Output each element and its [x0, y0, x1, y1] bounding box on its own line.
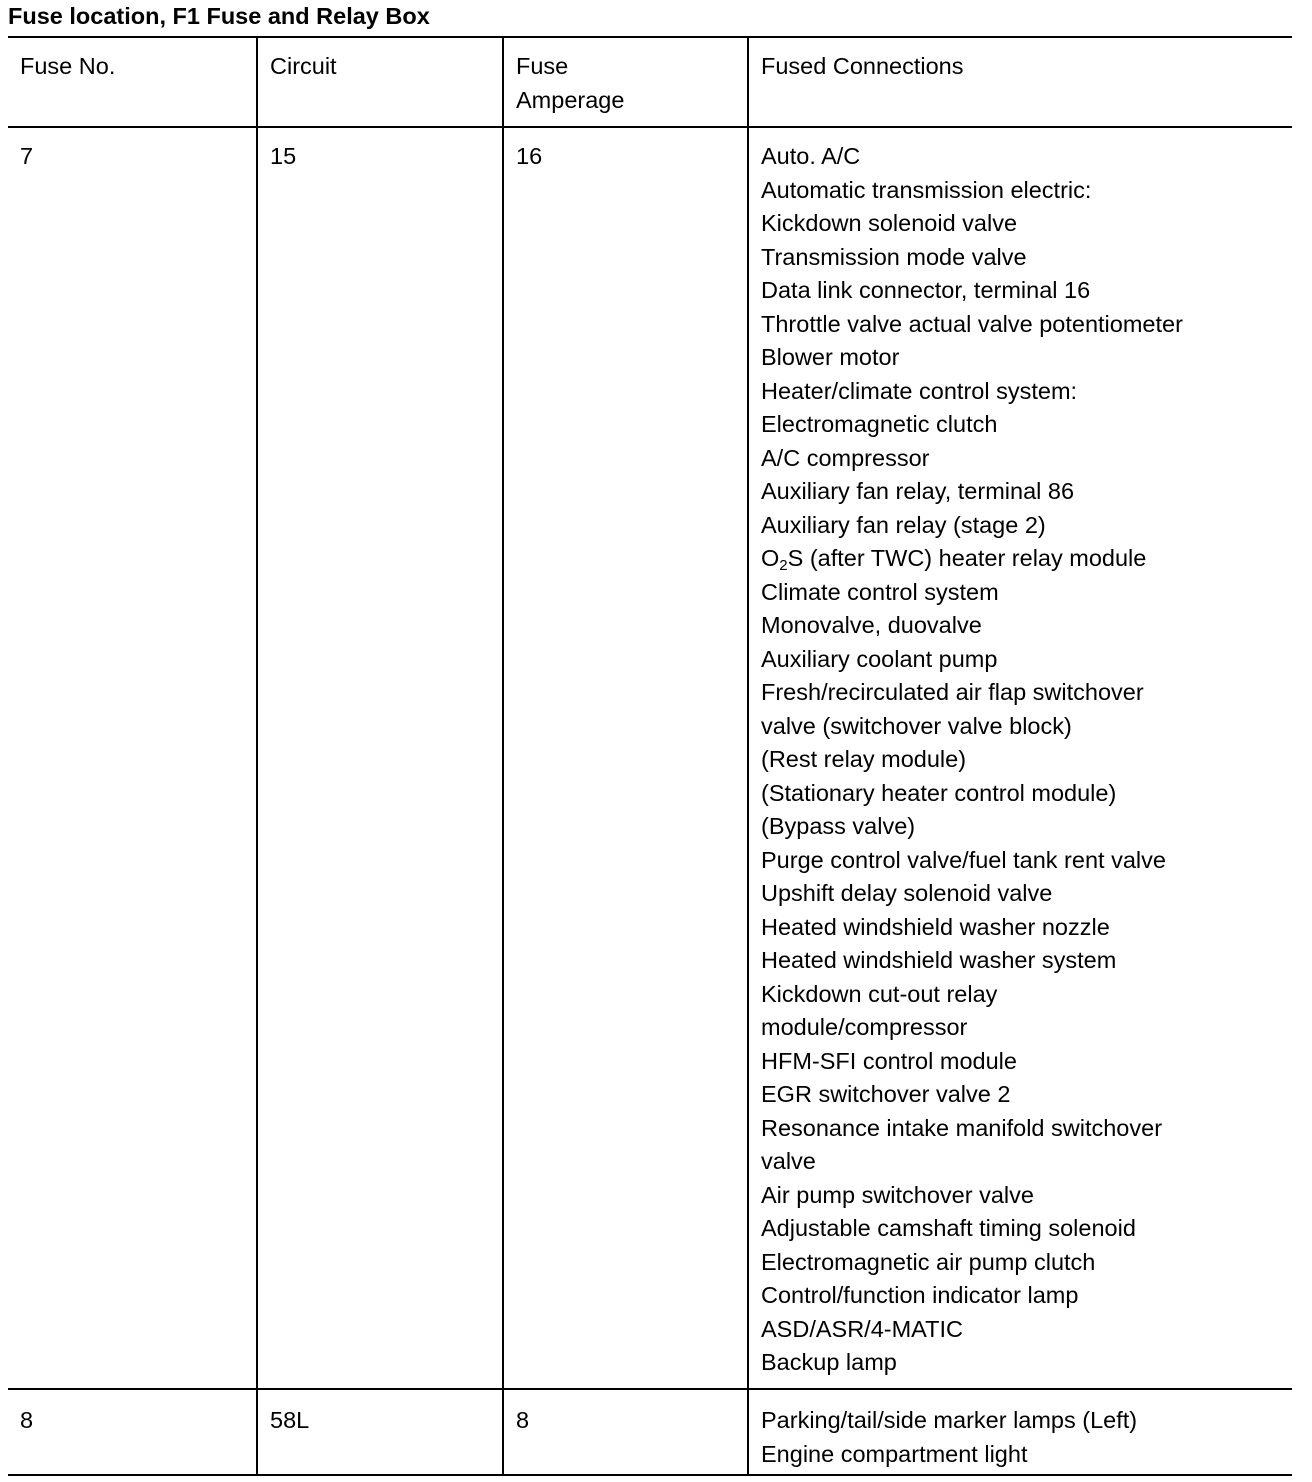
connection-item: Parking/tail/side marker lamps (Left)	[761, 1407, 1138, 1433]
table-row	[8, 126, 1292, 1388]
connection-item: valve	[761, 1148, 816, 1174]
o2s-rest: S (after TWC) heater relay module	[787, 545, 1147, 571]
circuit-cell: 15	[256, 128, 502, 1388]
connection-item: Air pump switchover valve	[761, 1181, 1034, 1208]
connection-item: valve (switchover valve block)	[761, 712, 1072, 739]
document-title: Fuse location, F1 Fuse and Relay Box	[8, 3, 430, 29]
connection-item: module/compressor	[761, 1014, 968, 1040]
connection-item: Auxiliary coolant pump	[761, 645, 998, 672]
connection-item: Kickdown solenoid valve	[761, 210, 1018, 236]
connection-item: Heated windshield washer system	[761, 947, 1117, 973]
header-fuse-amperage-line2: Amperage	[516, 86, 625, 113]
connection-item: (Rest relay module)	[761, 746, 967, 772]
connection-item: Kickdown cut-out relay	[761, 980, 998, 1007]
amperage-cell: 16	[502, 128, 747, 1388]
fuse-no-cell: 7	[20, 143, 34, 169]
connection-item: Resonance intake manifold switchover	[761, 1114, 1163, 1141]
connection-item: Auxiliary fan relay, terminal 86	[761, 478, 1075, 504]
header-fused-connections: Fused Connections	[747, 38, 1292, 126]
connections-cell	[747, 128, 1292, 1388]
connection-item: Climate control system	[761, 578, 999, 605]
connection-item: EGR switchover valve 2	[761, 1081, 1011, 1107]
connection-item: Backup lamp	[761, 1349, 897, 1375]
header-fuse-no: Fuse No.	[20, 53, 116, 79]
connection-item: Upshift delay solenoid valve	[761, 880, 1053, 906]
connection-item: Purge control valve/fuel tank rent valve	[761, 846, 1166, 873]
connection-item: Engine compartment light	[761, 1440, 1028, 1467]
fuse-no-cell: 8	[20, 1407, 34, 1433]
connection-item: Electromagnetic air pump clutch	[761, 1248, 1096, 1275]
circuit-cell: 58L	[256, 1390, 502, 1474]
connection-item: Transmission mode valve	[761, 243, 1027, 270]
connection-item: Blower motor	[761, 344, 900, 370]
amperage-cell: 8	[502, 1390, 747, 1474]
connection-item: Monovalve, duovalve	[761, 612, 982, 638]
header-circuit: Circuit	[256, 38, 502, 126]
o2s-subscript: 2	[779, 557, 788, 574]
connection-item: (Stationary heater control module)	[761, 779, 1117, 806]
header-fuse-amperage-line1: Fuse	[516, 53, 569, 79]
header-fuse-amperage	[502, 38, 747, 126]
connections-cell	[747, 1390, 1292, 1474]
connection-item: Auxiliary fan relay (stage 2)	[761, 511, 1046, 538]
table-header-row	[8, 38, 1292, 126]
o2s-prefix: O	[761, 545, 780, 571]
connection-item: (Bypass valve)	[761, 813, 916, 839]
connection-item: A/C compressor	[761, 444, 930, 471]
connection-item: Adjustable camshaft timing solenoid	[761, 1215, 1136, 1241]
connection-item-o2s	[761, 542, 1280, 576]
table-row	[8, 1388, 1292, 1474]
connection-item: HFM-SFI control module	[761, 1047, 1017, 1074]
connection-item: Control/function indicator lamp	[761, 1282, 1079, 1308]
connection-item: Heated windshield washer nozzle	[761, 913, 1110, 940]
fuse-table	[8, 36, 1292, 1476]
connection-item: Fresh/recirculated air flap switchover	[761, 679, 1144, 705]
connection-item: Throttle valve actual valve potentiometer	[761, 310, 1183, 337]
connection-item: ASD/ASR/4-MATIC	[761, 1315, 963, 1342]
connection-item: Data link connector, terminal 16	[761, 277, 1091, 303]
connection-item: Electromagnetic clutch	[761, 411, 998, 437]
connection-item: Automatic transmission electric:	[761, 176, 1092, 203]
connection-item: Auto. A/C	[761, 143, 861, 169]
connection-item: Heater/climate control system:	[761, 377, 1078, 404]
